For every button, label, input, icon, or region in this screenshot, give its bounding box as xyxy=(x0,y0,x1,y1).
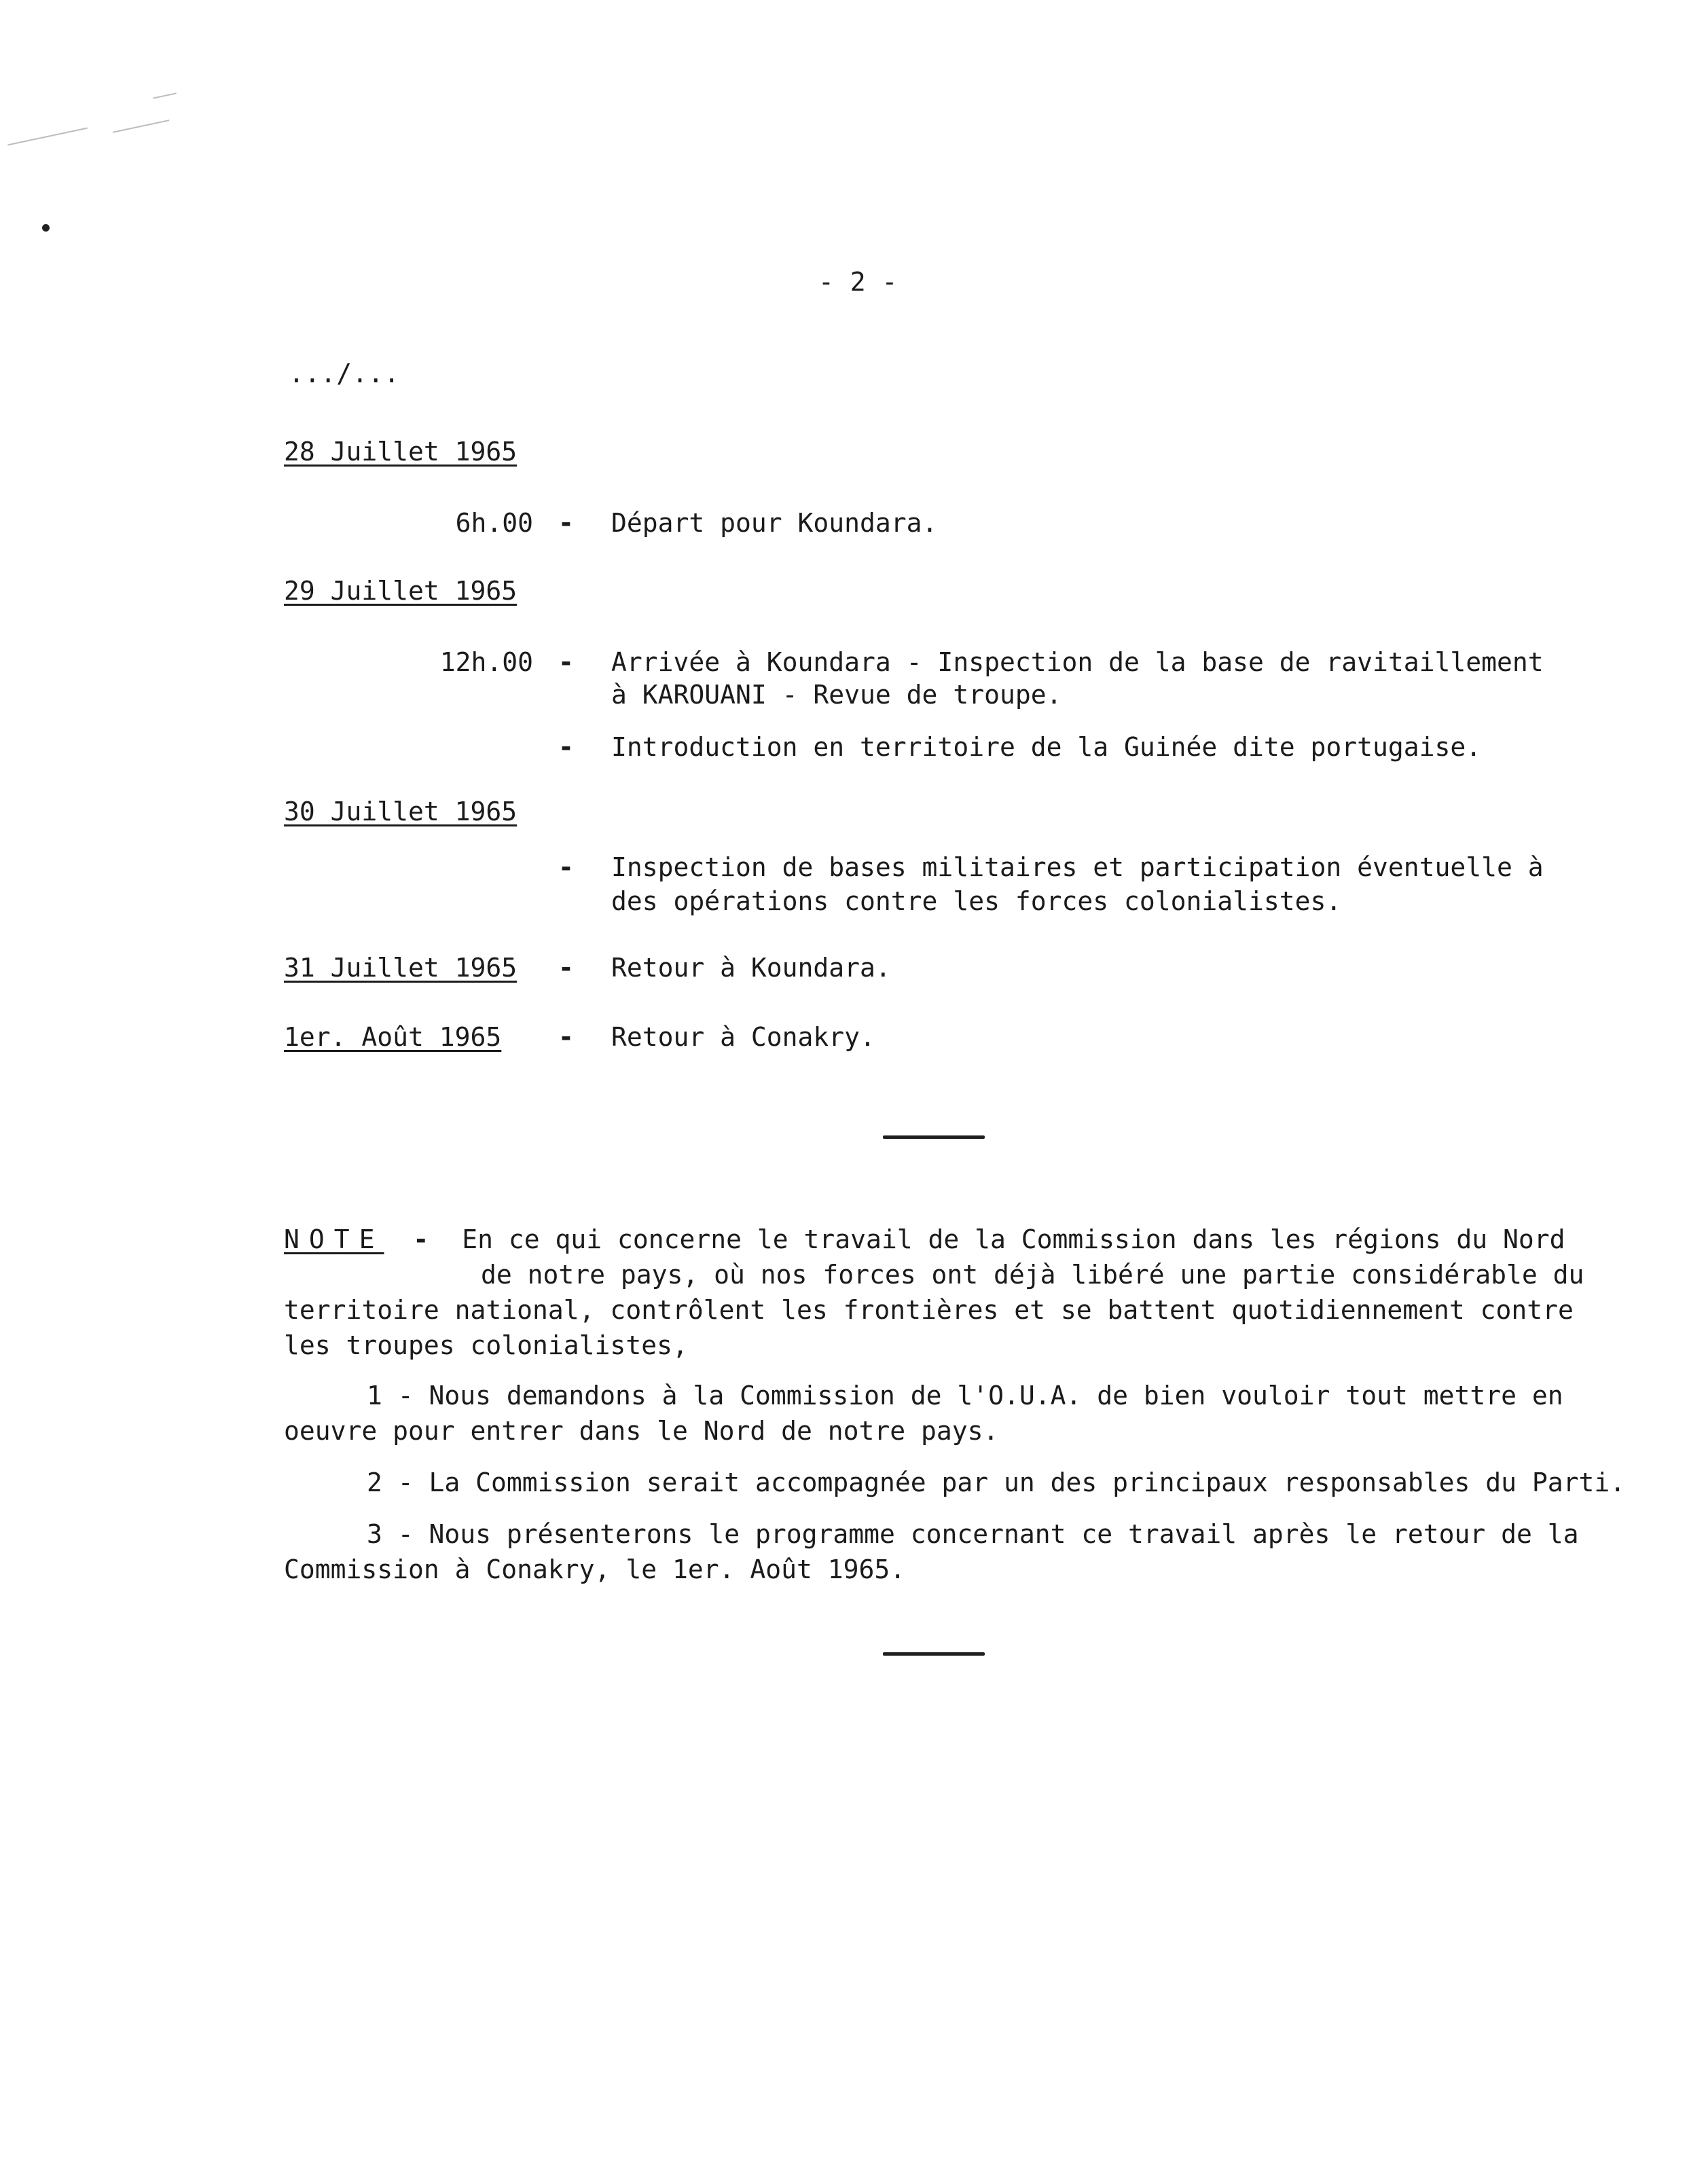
schedule-time: 6h.00 xyxy=(455,508,533,538)
schedule-date: 31 Juillet 1965 xyxy=(284,953,518,983)
note-intro-line: les troupes colonialistes, xyxy=(284,1330,688,1360)
scan-smudge xyxy=(113,120,170,133)
schedule-description: Introduction en territoire de la Guinée dite portugaise. xyxy=(611,732,1482,762)
schedule-dash: - xyxy=(558,732,574,762)
schedule-dash: - xyxy=(558,852,574,882)
schedule-dash: - xyxy=(558,1022,574,1052)
section-separator xyxy=(883,1135,985,1139)
page-number: - 2 - xyxy=(818,267,898,297)
note-point: 1 - Nous demandons à la Commission de l'O.U.A. de bien vouloir tout mettre en xyxy=(367,1381,1563,1410)
note-point: 3 - Nous présenterons le programme concernant ce travail après le retour de la xyxy=(367,1519,1579,1549)
schedule-description: à KAROUANI - Revue de troupe. xyxy=(611,680,1062,710)
schedule-date: 28 Juillet 1965 xyxy=(284,437,518,467)
schedule-dash: - xyxy=(558,647,574,677)
note-intro-line: En ce qui concerne le travail de la Commission dans les régions du Nord xyxy=(462,1224,1565,1254)
note-point: Commission à Conakry, le 1er. Août 1965. xyxy=(284,1554,906,1584)
closing-separator xyxy=(883,1652,985,1656)
scan-smudge xyxy=(7,128,88,146)
schedule-description: Retour à Koundara. xyxy=(611,953,891,983)
schedule-description: Inspection de bases militaires et participation éventuelle à xyxy=(611,852,1544,882)
note-point: 2 - La Commission serait accompagnée par un des principaux responsables du Parti. xyxy=(367,1468,1626,1497)
note-intro-line: territoire national, contrôlent les frontières et se battent quotidiennement contre xyxy=(284,1295,1574,1325)
schedule-time: 12h.00 xyxy=(439,647,533,677)
schedule-dash: - xyxy=(558,508,574,538)
note-intro-line: de notre pays, où nos forces ont déjà libéré une partie considérable du xyxy=(481,1260,1584,1290)
schedule-description: des opérations contre les forces colonialistes. xyxy=(611,886,1342,916)
schedule-date: 1er. Août 1965 xyxy=(284,1022,502,1052)
schedule-description: Arrivée à Koundara - Inspection de la base de ravitaillement xyxy=(611,647,1544,677)
schedule-description: Départ pour Koundara. xyxy=(611,508,938,538)
note-point: oeuvre pour entrer dans le Nord de notre pays. xyxy=(284,1416,999,1446)
note-heading xyxy=(284,1222,1565,1256)
schedule-date: 29 Juillet 1965 xyxy=(284,576,518,606)
scan-speck xyxy=(42,224,50,232)
note-dash: - xyxy=(413,1224,429,1254)
schedule-dash: - xyxy=(558,953,574,983)
schedule-date: 30 Juillet 1965 xyxy=(284,797,518,826)
schedule-description: Retour à Conakry. xyxy=(611,1022,875,1052)
scan-smudge xyxy=(153,92,177,98)
continuation-marker: .../... xyxy=(289,359,400,388)
note-label: NOTE xyxy=(284,1224,384,1254)
